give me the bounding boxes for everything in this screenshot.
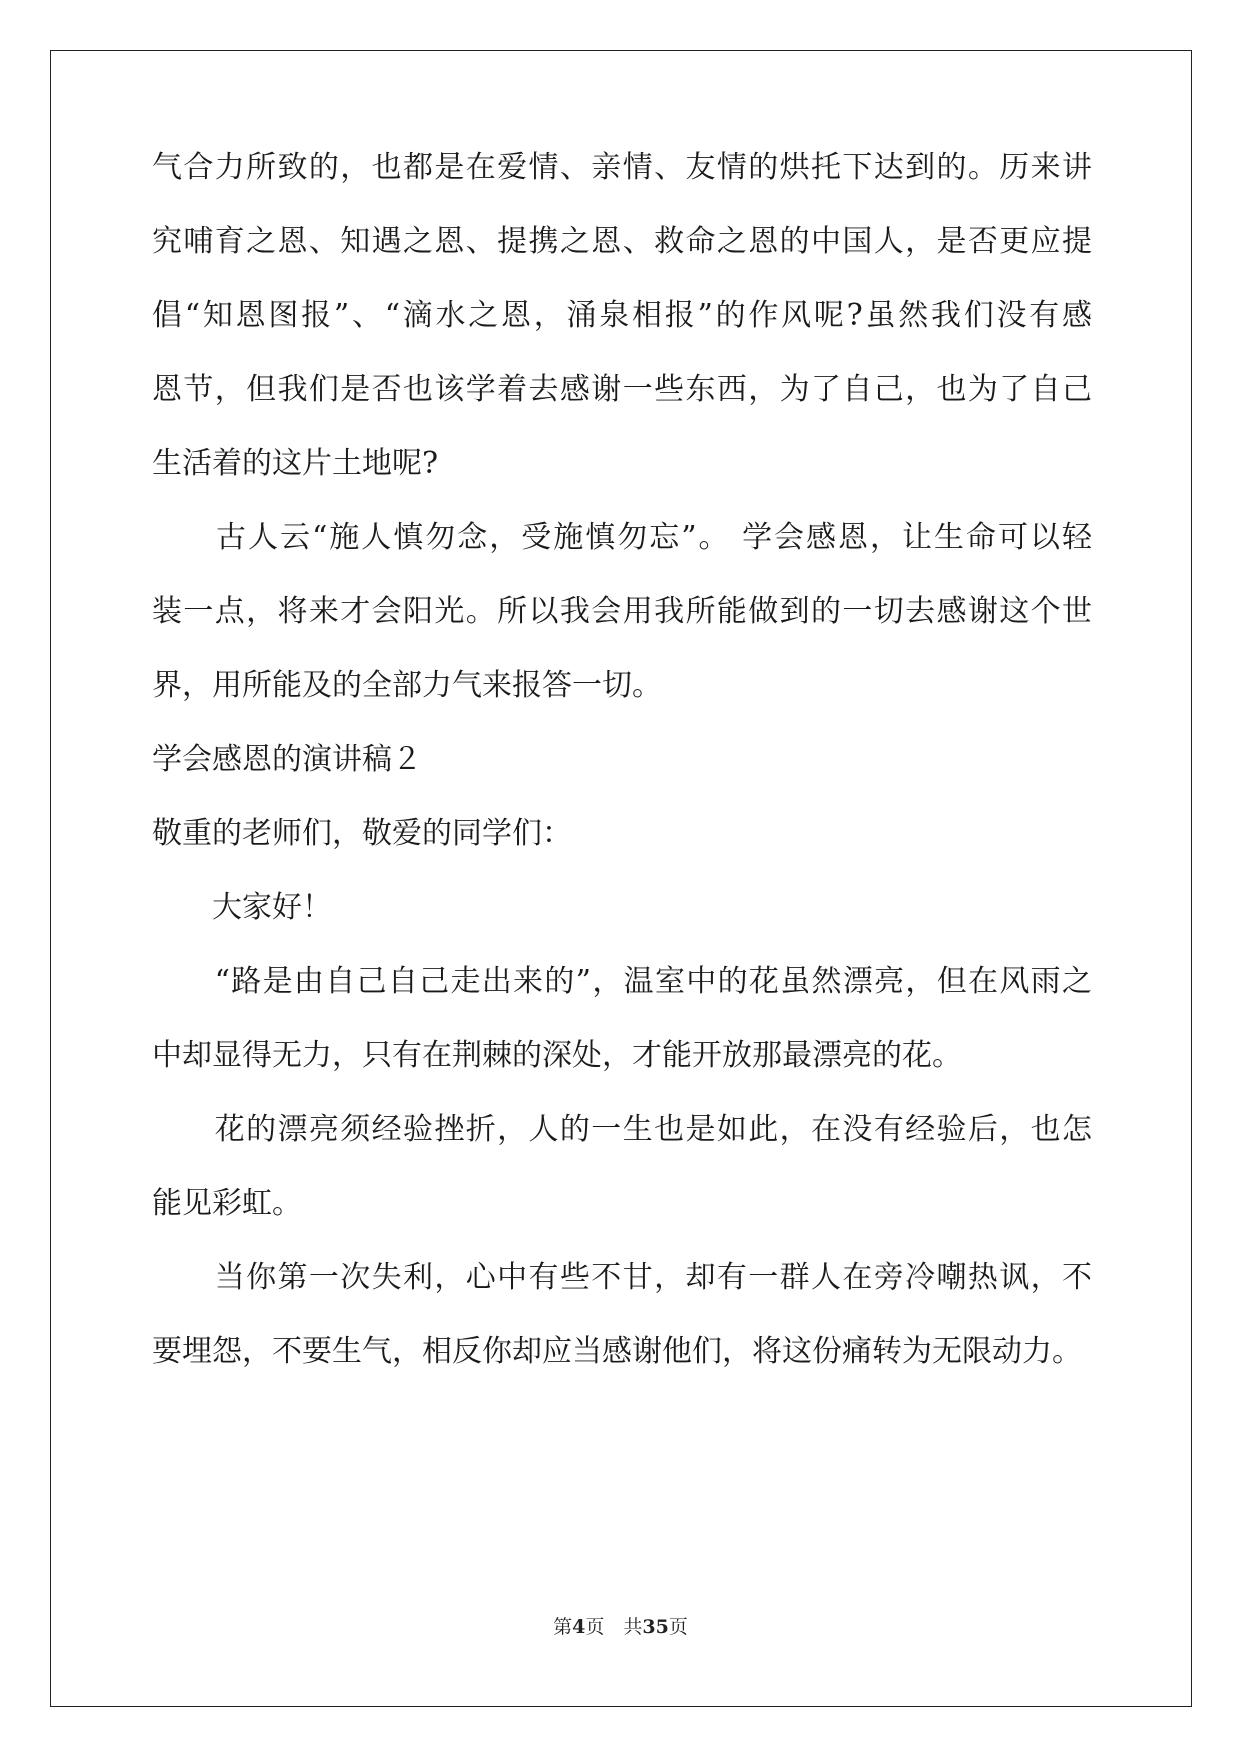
text-line: 学会感恩的演讲稿２ bbox=[152, 742, 422, 777]
page-footer bbox=[0, 1612, 1241, 1639]
text-line: 装一点，将来才会阳光。所以我会用我所能做到的一切去感谢这个世 bbox=[152, 594, 1092, 629]
text-line: 当你第一次失利，心中有些不甘，却有一群人在旁冷嘲热讽，不 bbox=[152, 1260, 1092, 1295]
text-line: 要埋怨，不要生气，相反你却应当感谢他们，将这份痛转为无限动力。 bbox=[152, 1334, 1082, 1369]
text-line: 恩节，但我们是否也该学着去感谢一些东西，为了自己，也为了自己 bbox=[152, 372, 1092, 407]
text-line: 敬重的老师们，敬爱的同学们： bbox=[152, 816, 572, 851]
text-line: 气合力所致的，也都是在爱情、亲情、友情的烘托下达到的。历来讲 bbox=[152, 150, 1092, 185]
footer-prefix: 第 bbox=[553, 1616, 573, 1638]
text-line: 究哺育之恩、知遇之恩、提携之恩、救命之恩的中国人，是否更应提 bbox=[152, 224, 1092, 259]
text-line: 倡“知恩图报”、“滴水之恩，涌泉相报”的作风呢?虽然我们没有感 bbox=[152, 298, 1092, 333]
total-page-count: 35 bbox=[642, 1616, 669, 1638]
text-line: 花的漂亮须经验挫折，人的一生也是如此，在没有经验后，也怎 bbox=[152, 1112, 1092, 1147]
text-line: “路是由自己自己走出来的”，温室中的花虽然漂亮，但在风雨之 bbox=[152, 964, 1092, 999]
footer-mid: 页 共 bbox=[585, 1616, 643, 1638]
text-line: 生活着的这片土地呢? bbox=[152, 446, 439, 481]
text-line: 界，用所能及的全部力气来报答一切。 bbox=[152, 668, 662, 703]
current-page-number: 4 bbox=[572, 1616, 586, 1638]
text-line: 古人云“施人慎勿念，受施慎勿忘”。 学会感恩，让生命可以轻 bbox=[152, 520, 1092, 555]
text-line: 能见彩虹。 bbox=[152, 1186, 302, 1221]
text-line: 中却显得无力，只有在荆棘的深处，才能开放那最漂亮的花。 bbox=[152, 1038, 962, 1073]
footer-suffix: 页 bbox=[668, 1616, 688, 1638]
text-line: 大家好！ bbox=[152, 890, 332, 925]
